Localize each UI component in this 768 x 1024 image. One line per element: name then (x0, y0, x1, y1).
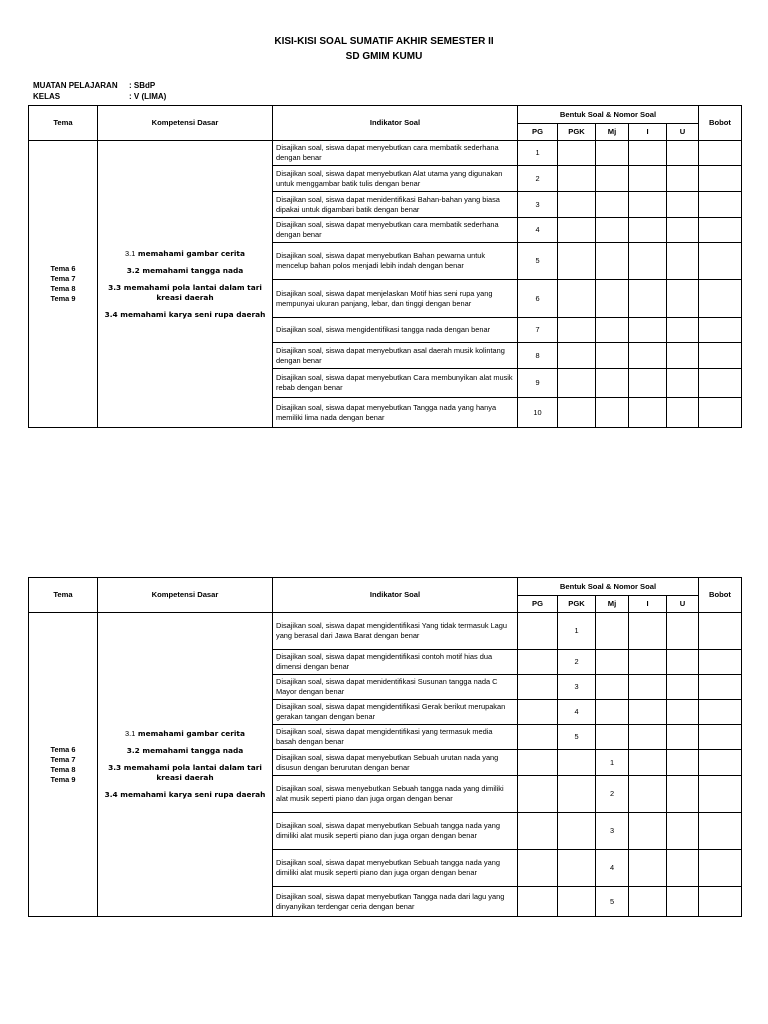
bobot-cell (699, 243, 742, 280)
u-cell (667, 613, 699, 650)
pgk-cell (558, 318, 596, 343)
bobot-cell (699, 318, 742, 343)
kompetensi-dasar-cell (98, 613, 273, 917)
subject-label: MUATAN PELAJARAN (33, 81, 118, 90)
pg-cell: 10 (518, 398, 558, 428)
indikator-cell: Disajikan soal, siswa mengidentifikasi tangga nada dengan benar (273, 318, 518, 343)
mj-cell (596, 280, 629, 318)
bobot-cell (699, 887, 742, 917)
tema-cell (29, 141, 98, 428)
i-cell (629, 887, 667, 917)
kd-item: 3.3 memahami pola lantai dalam tari kreasi daerah (108, 282, 262, 302)
pgk-cell (558, 280, 596, 318)
indikator-cell: Disajikan soal, siswa dapat menyebutkan Sebuah tangga nada yang dimiliki alat musik seperti piano dan juga organ dengan benar (273, 813, 518, 850)
school-name: SD GMIM KUMU (345, 51, 423, 62)
indikator-cell: Disajikan soal, siswa dapat menyebutkan cara membatik sederhana dengan benar (273, 218, 518, 243)
tema-line: Tema 9 (50, 774, 76, 784)
i-cell (629, 218, 667, 243)
mj-cell: 1 (596, 750, 629, 776)
tema-line: Tema 9 (50, 294, 76, 303)
u-cell (667, 218, 699, 243)
pg-cell: 3 (518, 192, 558, 218)
indikator-cell: Disajikan soal, siswa dapat mengidentifikasi contoh motif hias dua dimensi dengan benar (273, 650, 518, 675)
tema-line: Tema 6 (50, 744, 76, 754)
bobot-cell (699, 650, 742, 675)
pg-cell: 1 (518, 141, 558, 166)
pgk-cell (558, 369, 596, 398)
indikator-cell: Disajikan soal, siswa dapat menidentifikasi Susunan tangga nada C Mayor dengan benar (273, 675, 518, 700)
bobot-cell (699, 725, 742, 750)
mj-cell: 4 (596, 850, 629, 887)
kd-number: 3.1 (125, 729, 136, 738)
pgk-cell (558, 141, 596, 166)
header-bentuk-soal: Bentuk Soal & Nomor Soal (518, 578, 699, 596)
subject-value: : SBdP (129, 81, 156, 90)
u-cell (667, 398, 699, 428)
pg-cell (518, 750, 558, 776)
indikator-cell: Disajikan soal, siswa dapat menyebutkan Tangga nada yang hanya memiliki lima nada dengan benar (273, 398, 518, 428)
u-cell (667, 700, 699, 725)
mj-cell (596, 650, 629, 675)
i-cell (629, 192, 667, 218)
u-cell (667, 141, 699, 166)
pgk-cell: 5 (558, 725, 596, 750)
mj-cell: 5 (596, 887, 629, 917)
i-cell (629, 398, 667, 428)
indikator-cell: Disajikan soal, siswa dapat menjelaskan Motif hias seni rupa yang mempunyai ukuran panjang, lebar, dan tinggi dengan benar (273, 280, 518, 318)
tema-line: Tema 7 (50, 274, 76, 283)
u-cell (667, 675, 699, 700)
indikator-cell: Disajikan soal, siswa dapat menyebutkan Sebuah urutan nada yang disusun dengan berurutan dengan benar (273, 750, 518, 776)
header-kompetensi-dasar: Kompetensi Dasar (98, 578, 273, 613)
header-tema: Tema (29, 106, 98, 141)
header-i: I (629, 596, 667, 613)
pgk-cell (558, 776, 596, 813)
indikator-cell: Disajikan soal, siswa menyebutkan Sebuah tangga nada yang dimiliki alat musik seperti piano dan juga organ dengan benar (273, 776, 518, 813)
kd-text: memahami gambar cerita (137, 729, 245, 738)
indikator-cell: Disajikan soal, siswa dapat menyebutkan asal daerah musik kolintang dengan benar (273, 343, 518, 369)
bobot-cell (699, 675, 742, 700)
mj-cell (596, 192, 629, 218)
header-pgk: PGK (558, 124, 596, 141)
pg-cell (518, 887, 558, 917)
indikator-cell: Disajikan soal, siswa dapat mengidentifikasi yang termasuk media basah dengan benar (273, 725, 518, 750)
kd-item: 3.4 memahami karya seni rupa daerah (104, 790, 266, 799)
pgk-cell (558, 398, 596, 428)
indikator-cell: Disajikan soal, siswa dapat menyebutkan Sebuah tangga nada yang dimiliki alat musik seperti piano dan juga organ dengan benar (273, 850, 518, 887)
pg-cell (518, 776, 558, 813)
tema-line: Tema 8 (50, 764, 76, 774)
i-cell (629, 613, 667, 650)
indikator-cell: Disajikan soal, siswa dapat mengidentifikasi Gerak berikut merupakan gerakan tangan dengan benar (273, 700, 518, 725)
bobot-cell (699, 218, 742, 243)
pgk-cell (558, 166, 596, 192)
pgk-cell (558, 850, 596, 887)
kisi-table-2 (28, 577, 742, 917)
bobot-cell (699, 166, 742, 192)
kd-item (101, 729, 269, 739)
mj-cell (596, 166, 629, 192)
u-cell (667, 243, 699, 280)
header-tema: Tema (29, 578, 98, 613)
header-bobot: Bobot (699, 106, 742, 141)
bobot-cell (699, 700, 742, 725)
bobot-cell (699, 369, 742, 398)
pg-cell: 4 (518, 218, 558, 243)
pgk-cell (558, 887, 596, 917)
bobot-cell (699, 343, 742, 369)
u-cell (667, 369, 699, 398)
header-bobot: Bobot (699, 578, 742, 613)
mj-cell (596, 700, 629, 725)
pg-cell (518, 850, 558, 887)
pg-cell: 6 (518, 280, 558, 318)
u-cell (667, 166, 699, 192)
kompetensi-dasar-cell (98, 141, 273, 428)
mj-cell: 2 (596, 776, 629, 813)
u-cell (667, 725, 699, 750)
u-cell (667, 850, 699, 887)
mj-cell (596, 675, 629, 700)
mj-cell: 3 (596, 813, 629, 850)
pgk-cell (558, 343, 596, 369)
mj-cell (596, 369, 629, 398)
subject-line (33, 81, 155, 90)
u-cell (667, 887, 699, 917)
pgk-cell: 4 (558, 700, 596, 725)
i-cell (629, 675, 667, 700)
tema-line: Tema 6 (50, 264, 76, 273)
u-cell (667, 192, 699, 218)
pgk-cell (558, 813, 596, 850)
class-value: : V (LIMA) (129, 92, 167, 101)
pg-cell (518, 700, 558, 725)
document-title: KISI-KISI SOAL SUMATIF AKHIR SEMESTER II (274, 36, 494, 47)
u-cell (667, 280, 699, 318)
mj-cell (596, 725, 629, 750)
i-cell (629, 650, 667, 675)
header-u: U (667, 596, 699, 613)
u-cell (667, 776, 699, 813)
class-label: KELAS (33, 92, 61, 101)
i-cell (629, 725, 667, 750)
bobot-cell (699, 398, 742, 428)
i-cell (629, 280, 667, 318)
indikator-cell: Disajikan soal, siswa dapat mengidentifikasi Yang tidak termasuk Lagu yang berasal dari Jawa Barat dengan benar (273, 613, 518, 650)
pg-cell: 9 (518, 369, 558, 398)
pg-cell (518, 725, 558, 750)
header-indikator-soal: Indikator Soal (273, 106, 518, 141)
header-u: U (667, 124, 699, 141)
bobot-cell (699, 750, 742, 776)
u-cell (667, 318, 699, 343)
pgk-cell (558, 192, 596, 218)
header-i: I (629, 124, 667, 141)
indikator-cell: Disajikan soal, siswa dapat menyebutkan Tangga nada dari lagu yang dinyanyikan terdengar ceria dengan benar (273, 887, 518, 917)
kd-item: 3.2 memahami tangga nada (126, 746, 244, 755)
bobot-cell (699, 613, 742, 650)
pg-cell: 5 (518, 243, 558, 280)
header-pgk: PGK (558, 596, 596, 613)
i-cell (629, 166, 667, 192)
kd-item: 3.3 memahami pola lantai dalam tari kreasi daerah (108, 763, 262, 782)
i-cell (629, 700, 667, 725)
mj-cell (596, 218, 629, 243)
header-mj: Mj (596, 124, 629, 141)
header-bentuk-soal: Bentuk Soal & Nomor Soal (518, 106, 699, 124)
header-kompetensi-dasar: Kompetensi Dasar (98, 106, 273, 141)
u-cell (667, 343, 699, 369)
pg-cell (518, 613, 558, 650)
header-pg: PG (518, 596, 558, 613)
bobot-cell (699, 813, 742, 850)
indikator-cell: Disajikan soal, siswa dapat menyebutkan Alat utama yang digunakan untuk menggambar batik tulis dengan benar (273, 166, 518, 192)
tema-cell (29, 613, 98, 917)
u-cell (667, 650, 699, 675)
pgk-cell: 1 (558, 613, 596, 650)
pg-cell: 7 (518, 318, 558, 343)
bobot-cell (699, 280, 742, 318)
pg-cell (518, 813, 558, 850)
pg-cell (518, 650, 558, 675)
mj-cell (596, 243, 629, 280)
i-cell (629, 850, 667, 887)
mj-cell (596, 398, 629, 428)
bobot-cell (699, 192, 742, 218)
kd-number: 3.1 (125, 248, 136, 258)
i-cell (629, 243, 667, 280)
i-cell (629, 343, 667, 369)
header-pg: PG (518, 124, 558, 141)
indikator-cell: Disajikan soal, siswa dapat menyebutkan cara membatik sederhana dengan benar (273, 141, 518, 166)
kd-text: memahami gambar cerita (137, 248, 245, 258)
i-cell (629, 141, 667, 166)
bobot-cell (699, 776, 742, 813)
pgk-cell (558, 750, 596, 776)
kd-item: 3.2 memahami tangga nada (126, 265, 244, 275)
header-indikator-soal: Indikator Soal (273, 578, 518, 613)
pg-cell: 8 (518, 343, 558, 369)
u-cell (667, 813, 699, 850)
indikator-cell: Disajikan soal, siswa dapat menyebutkan Bahan pewarna untuk mencelup bahan polos menjadi lebih indah dengan benar (273, 243, 518, 280)
mj-cell (596, 141, 629, 166)
kd-item (101, 249, 269, 259)
mj-cell (596, 613, 629, 650)
tema-line: Tema 7 (50, 754, 76, 764)
pgk-cell (558, 218, 596, 243)
i-cell (629, 813, 667, 850)
pgk-cell: 3 (558, 675, 596, 700)
class-line (33, 92, 166, 101)
kisi-table-1 (28, 105, 742, 428)
bobot-cell (699, 141, 742, 166)
mj-cell (596, 318, 629, 343)
pgk-cell (558, 243, 596, 280)
mj-cell (596, 343, 629, 369)
bobot-cell (699, 850, 742, 887)
pg-cell: 2 (518, 166, 558, 192)
i-cell (629, 318, 667, 343)
indikator-cell: Disajikan soal, siswa dapat menyebutkan Cara membunyikan alat musik rebab dengan benar (273, 369, 518, 398)
kd-item: 3.4 memahami karya seni rupa daerah (104, 309, 266, 319)
u-cell (667, 750, 699, 776)
tema-line: Tema 8 (50, 284, 76, 293)
header-mj: Mj (596, 596, 629, 613)
i-cell (629, 776, 667, 813)
indikator-cell: Disajikan soal, siswa dapat menidentifikasi Bahan-bahan yang biasa dipakai untuk digambari batik dengan benar (273, 192, 518, 218)
pgk-cell: 2 (558, 650, 596, 675)
i-cell (629, 750, 667, 776)
i-cell (629, 369, 667, 398)
pg-cell (518, 675, 558, 700)
